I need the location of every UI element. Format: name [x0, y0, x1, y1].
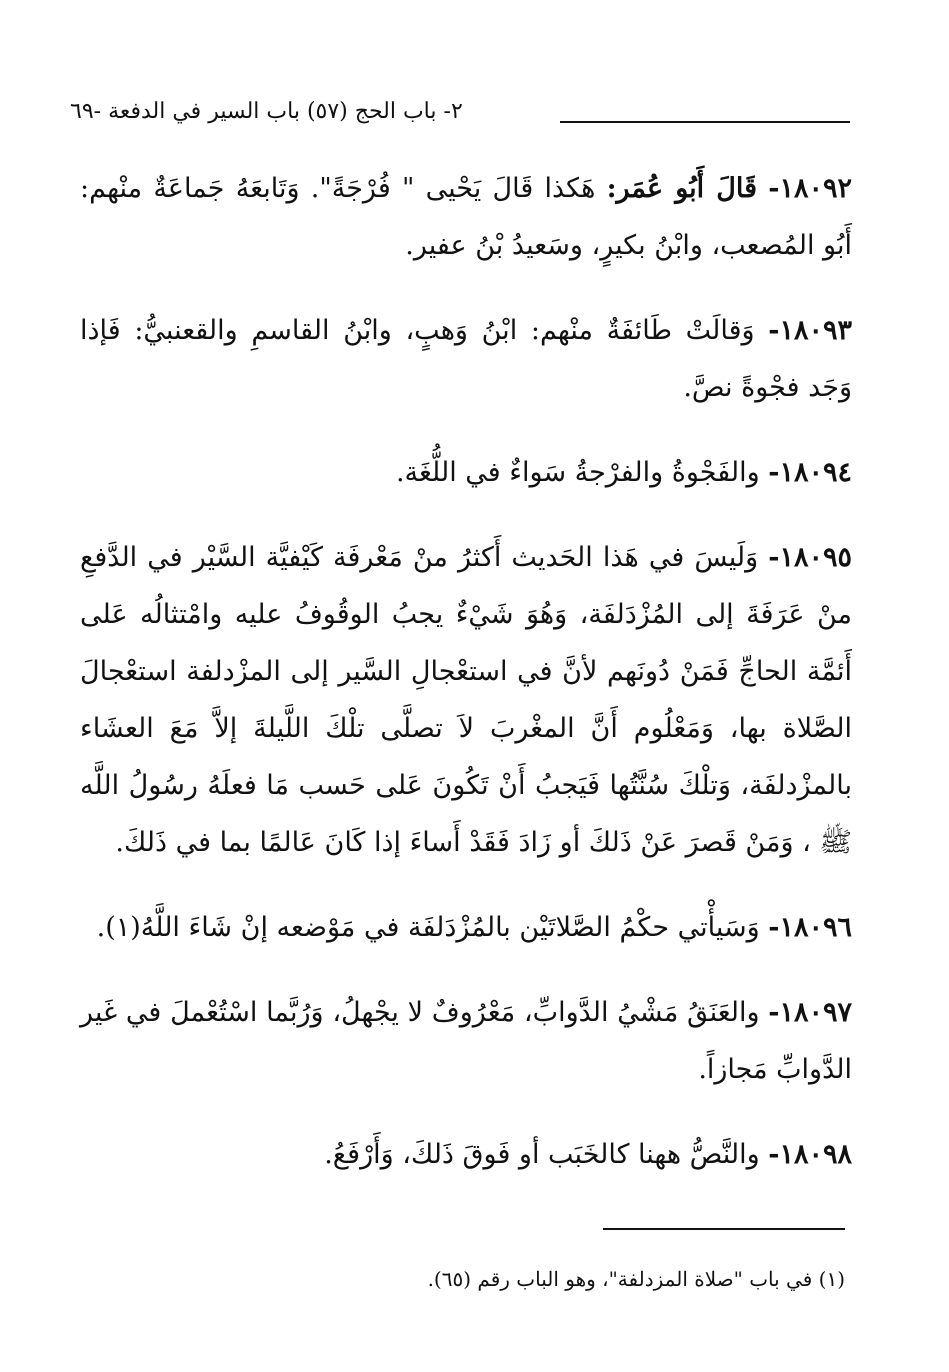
paragraph-number: ١٨٠٩٥-	[768, 542, 852, 573]
paragraph-lead: قَالَ أَبُو عُمَر:	[606, 173, 757, 204]
paragraph-number: ١٨٠٩٢-	[768, 173, 852, 204]
page-header	[70, 95, 850, 135]
paragraph-text: والفَجْوةُ والفرْجةُ سَواءٌ في اللُّغَة.	[395, 457, 760, 488]
header-rule	[560, 121, 850, 123]
paragraph-18096	[80, 899, 852, 956]
paragraph-18094	[80, 444, 852, 501]
paragraph-number: ١٨٠٩٤-	[768, 457, 852, 488]
paragraph-text: وَقالَتْ طَائفَةٌ منْهم: ابْنُ وَهبٍ، وابْنُ القاسمِ والقعنبيُّ: فَإذا وَجَد فجْوةً نصَّ.	[80, 315, 852, 403]
running-title: ٢- باب الحج (٥٧) باب السير في الدفعة -٦٩	[70, 99, 463, 124]
paragraph-text: هَكذا قَالَ يَحْيى " فُرْجَةً". وَتَابعَهُ جَماعَةٌ منْهم: أَبُو المُصعب، وابْنُ بكيرٍ، وسَعيدُ بْنُ عفير.	[80, 173, 852, 261]
paragraph-number: ١٨٠٩٦-	[768, 912, 852, 943]
paragraph-18092	[80, 160, 852, 274]
main-text	[80, 160, 852, 1211]
paragraph-18093	[80, 302, 852, 416]
paragraph-number: ١٨٠٩٣-	[768, 315, 852, 346]
paragraph-text: والنَّصُّ ههنا كالخَبَب أو فَوقَ ذَلكَ، وَأَرْفَعُ.	[324, 1139, 760, 1170]
paragraph-text: والعَنَقُ مَشْيُ الدَّوابِّ، مَعْرُوفٌ لا يجْهلُ، وَرُبَّما اسْتُعْملَ في غَير الدَّوابِّ مَجازاً.	[80, 997, 852, 1085]
paragraph-18098	[80, 1126, 852, 1183]
paragraph-number: ١٨٠٩٧-	[768, 997, 852, 1028]
paragraph-18095	[80, 529, 852, 871]
footnote-rule	[603, 1228, 845, 1230]
paragraph-18097	[80, 984, 852, 1098]
footnote: (١) في باب "صلاة المزدلفة"، وهو الباب رقم (٦٥).	[427, 1267, 845, 1291]
paragraph-number: ١٨٠٩٨-	[768, 1139, 852, 1170]
paragraph-text: وَسَيأْتي حكْمُ الصَّلاتَيْن بالمُزْدَلفَة في مَوْضعه إنْ شَاءَ اللَّهُ(١).	[96, 912, 760, 943]
paragraph-text: وَلَيسَ في هَذا الحَديث أَكثرُ منْ مَعْرفَة كَيْفيَّة السَّيْر في الدَّفعِ منْ عَرَفَةَ إلى المُزْدَلفَة، وَهُوَ شَيْءٌ يجبُ الوقُوفُ عليه وامْتثالُه عَلى أَئمَّة الحاجِّ فَمَنْ دُونَهم لأنَّ في استعْجالِ السَّير إلى المزْدلفة استعْجالَ الصَّلاة بها، وَمَعْلُوم أَنَّ المغْربَ لاَ تصلَّى تلْكَ اللَّيلةَ إلاَّ مَعَ العشَاء بالمزْدلفَة، وَتلْكَ سُنَّتُها فَيَجبُ أَنْ تَكُونَ عَلى حَسب مَا فعلَهُ رسُولُ اللَّه ﷺ ، وَمَنْ قَصرَ عَنْ ذَلكَ أو زَادَ فَقَدْ أَساءَ إذا كَانَ عَالمًا بما في ذَلكَ.	[80, 542, 852, 858]
